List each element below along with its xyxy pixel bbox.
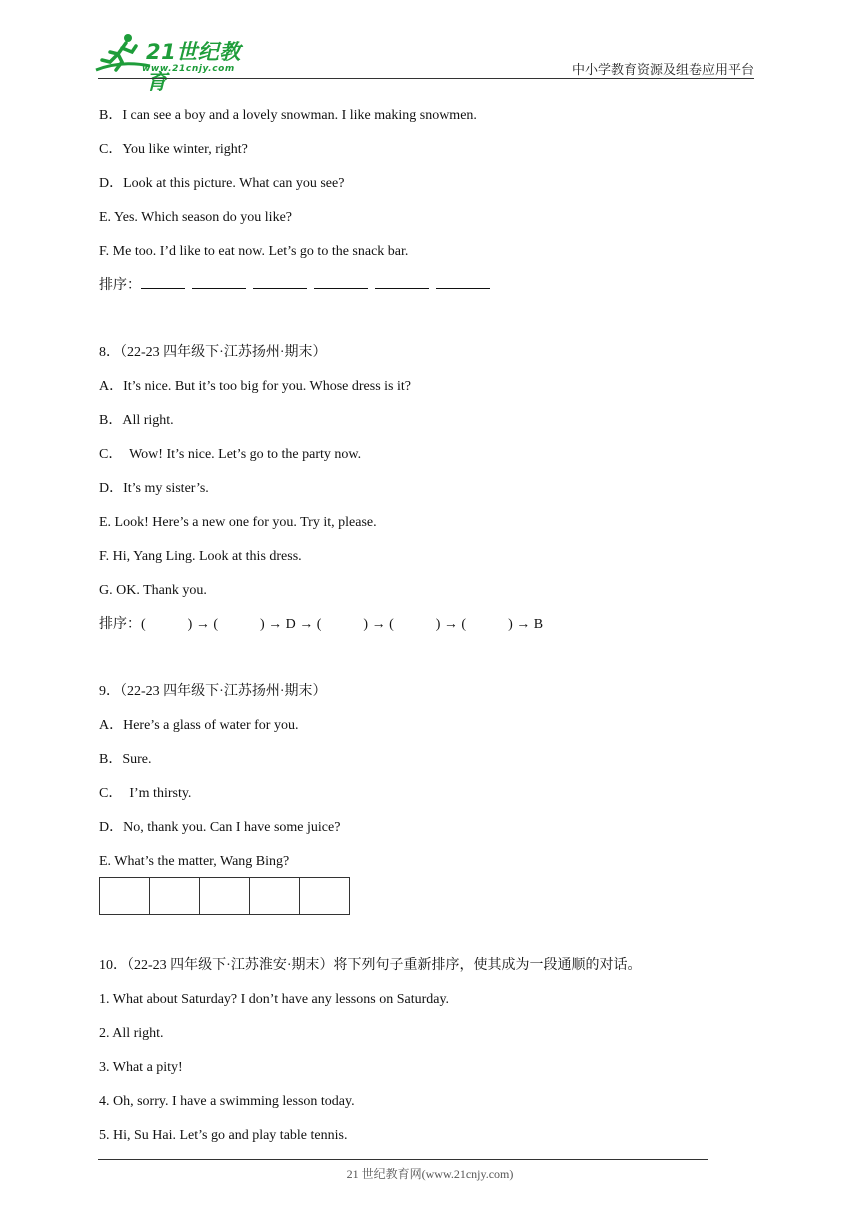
q7-order-label: 排序： (99, 278, 141, 293)
q7-option-b: B．I can see a boy and a lovely snowman. I like making snowmen. (99, 108, 477, 123)
site-logo[interactable] (92, 30, 262, 94)
platform-name: 中小学教育资源及组卷应用平台 (571, 63, 754, 78)
page-footer[interactable]: 21 世纪教育网(www.21cnjy.com) (346, 1167, 514, 1181)
answer-cell[interactable] (150, 878, 200, 915)
answer-blank[interactable] (141, 274, 185, 289)
q7-option-d: D．Look at this picture. What can you see? (99, 176, 345, 191)
q10-sentence-2: 2. All right. (99, 1026, 164, 1041)
footer-divider (98, 1159, 708, 1160)
q7-option-e: E. Yes. Which season do you like? (99, 210, 292, 225)
q10-title: 10．（22-23 四年级下·江苏淮安·期末）将下列句子重新排序，使其成为一段通顺的对话。 (99, 958, 642, 973)
q7-option-c: C．You like winter, right? (99, 142, 248, 157)
q8-title: 8．（22-23 四年级下·江苏扬州·期末） (99, 345, 327, 360)
q10-sentence-5: 5. Hi, Su Hai. Let’s go and play table tennis. (99, 1128, 348, 1143)
page-header (0, 0, 860, 94)
q7-order-row (99, 273, 719, 307)
logo-url: www.21cnjy.com (142, 64, 235, 74)
q8-option-a: A．It’s nice. But it’s too big for you. Whose dress is it? (99, 379, 411, 394)
q8-option-g: G. OK. Thank you. (99, 583, 207, 598)
q10-sentence-3: 3. What a pity! (99, 1060, 183, 1075)
answer-blank[interactable] (436, 274, 490, 289)
answer-cell[interactable] (100, 878, 150, 915)
q7-option-f: F. Me too. I’d like to eat now. Let’s go to the snack bar. (99, 244, 409, 259)
q8-option-e: E. Look! Here’s a new one for you. Try it, please. (99, 515, 377, 530)
q9-option-c: C． I’m thirsty. (99, 786, 192, 801)
answer-blank[interactable] (375, 274, 429, 289)
q8-option-d: D．It’s my sister’s. (99, 481, 209, 496)
answer-grid (99, 877, 350, 915)
q8-option-f: F. Hi, Yang Ling. Look at this dress. (99, 549, 302, 564)
q8-option-b: B．All right. (99, 413, 174, 428)
q9-option-e: E. What’s the matter, Wang Bing? (99, 854, 290, 869)
q9-option-a: A．Here’s a glass of water for you. (99, 718, 299, 733)
answer-cell[interactable] (200, 878, 250, 915)
answer-cell[interactable] (300, 878, 350, 915)
q9-option-b: B．Sure. (99, 752, 152, 767)
q9-option-d: D．No, thank you. Can I have some juice? (99, 820, 341, 835)
q8-option-c: C． Wow! It’s nice. Let’s go to the party now. (99, 447, 362, 462)
answer-cell[interactable] (250, 878, 300, 915)
document-body (99, 103, 719, 1157)
q10-sentence-4: 4. Oh, sorry. I have a swimming lesson today. (99, 1094, 355, 1109)
answer-blank[interactable] (192, 274, 246, 289)
answer-blank[interactable] (314, 274, 368, 289)
q8-order-row: 排序：( ) → ( ) → D → ( ) → ( ) → ( ) → B (99, 617, 544, 632)
q10-sentence-1: 1. What about Saturday? I don’t have any lessons on Saturday. (99, 992, 450, 1007)
answer-blank[interactable] (253, 274, 307, 289)
logo-title: 21世纪教育 (146, 40, 241, 94)
q9-title: 9．（22-23 四年级下·江苏扬州·期末） (99, 684, 327, 699)
header-divider (98, 78, 754, 79)
